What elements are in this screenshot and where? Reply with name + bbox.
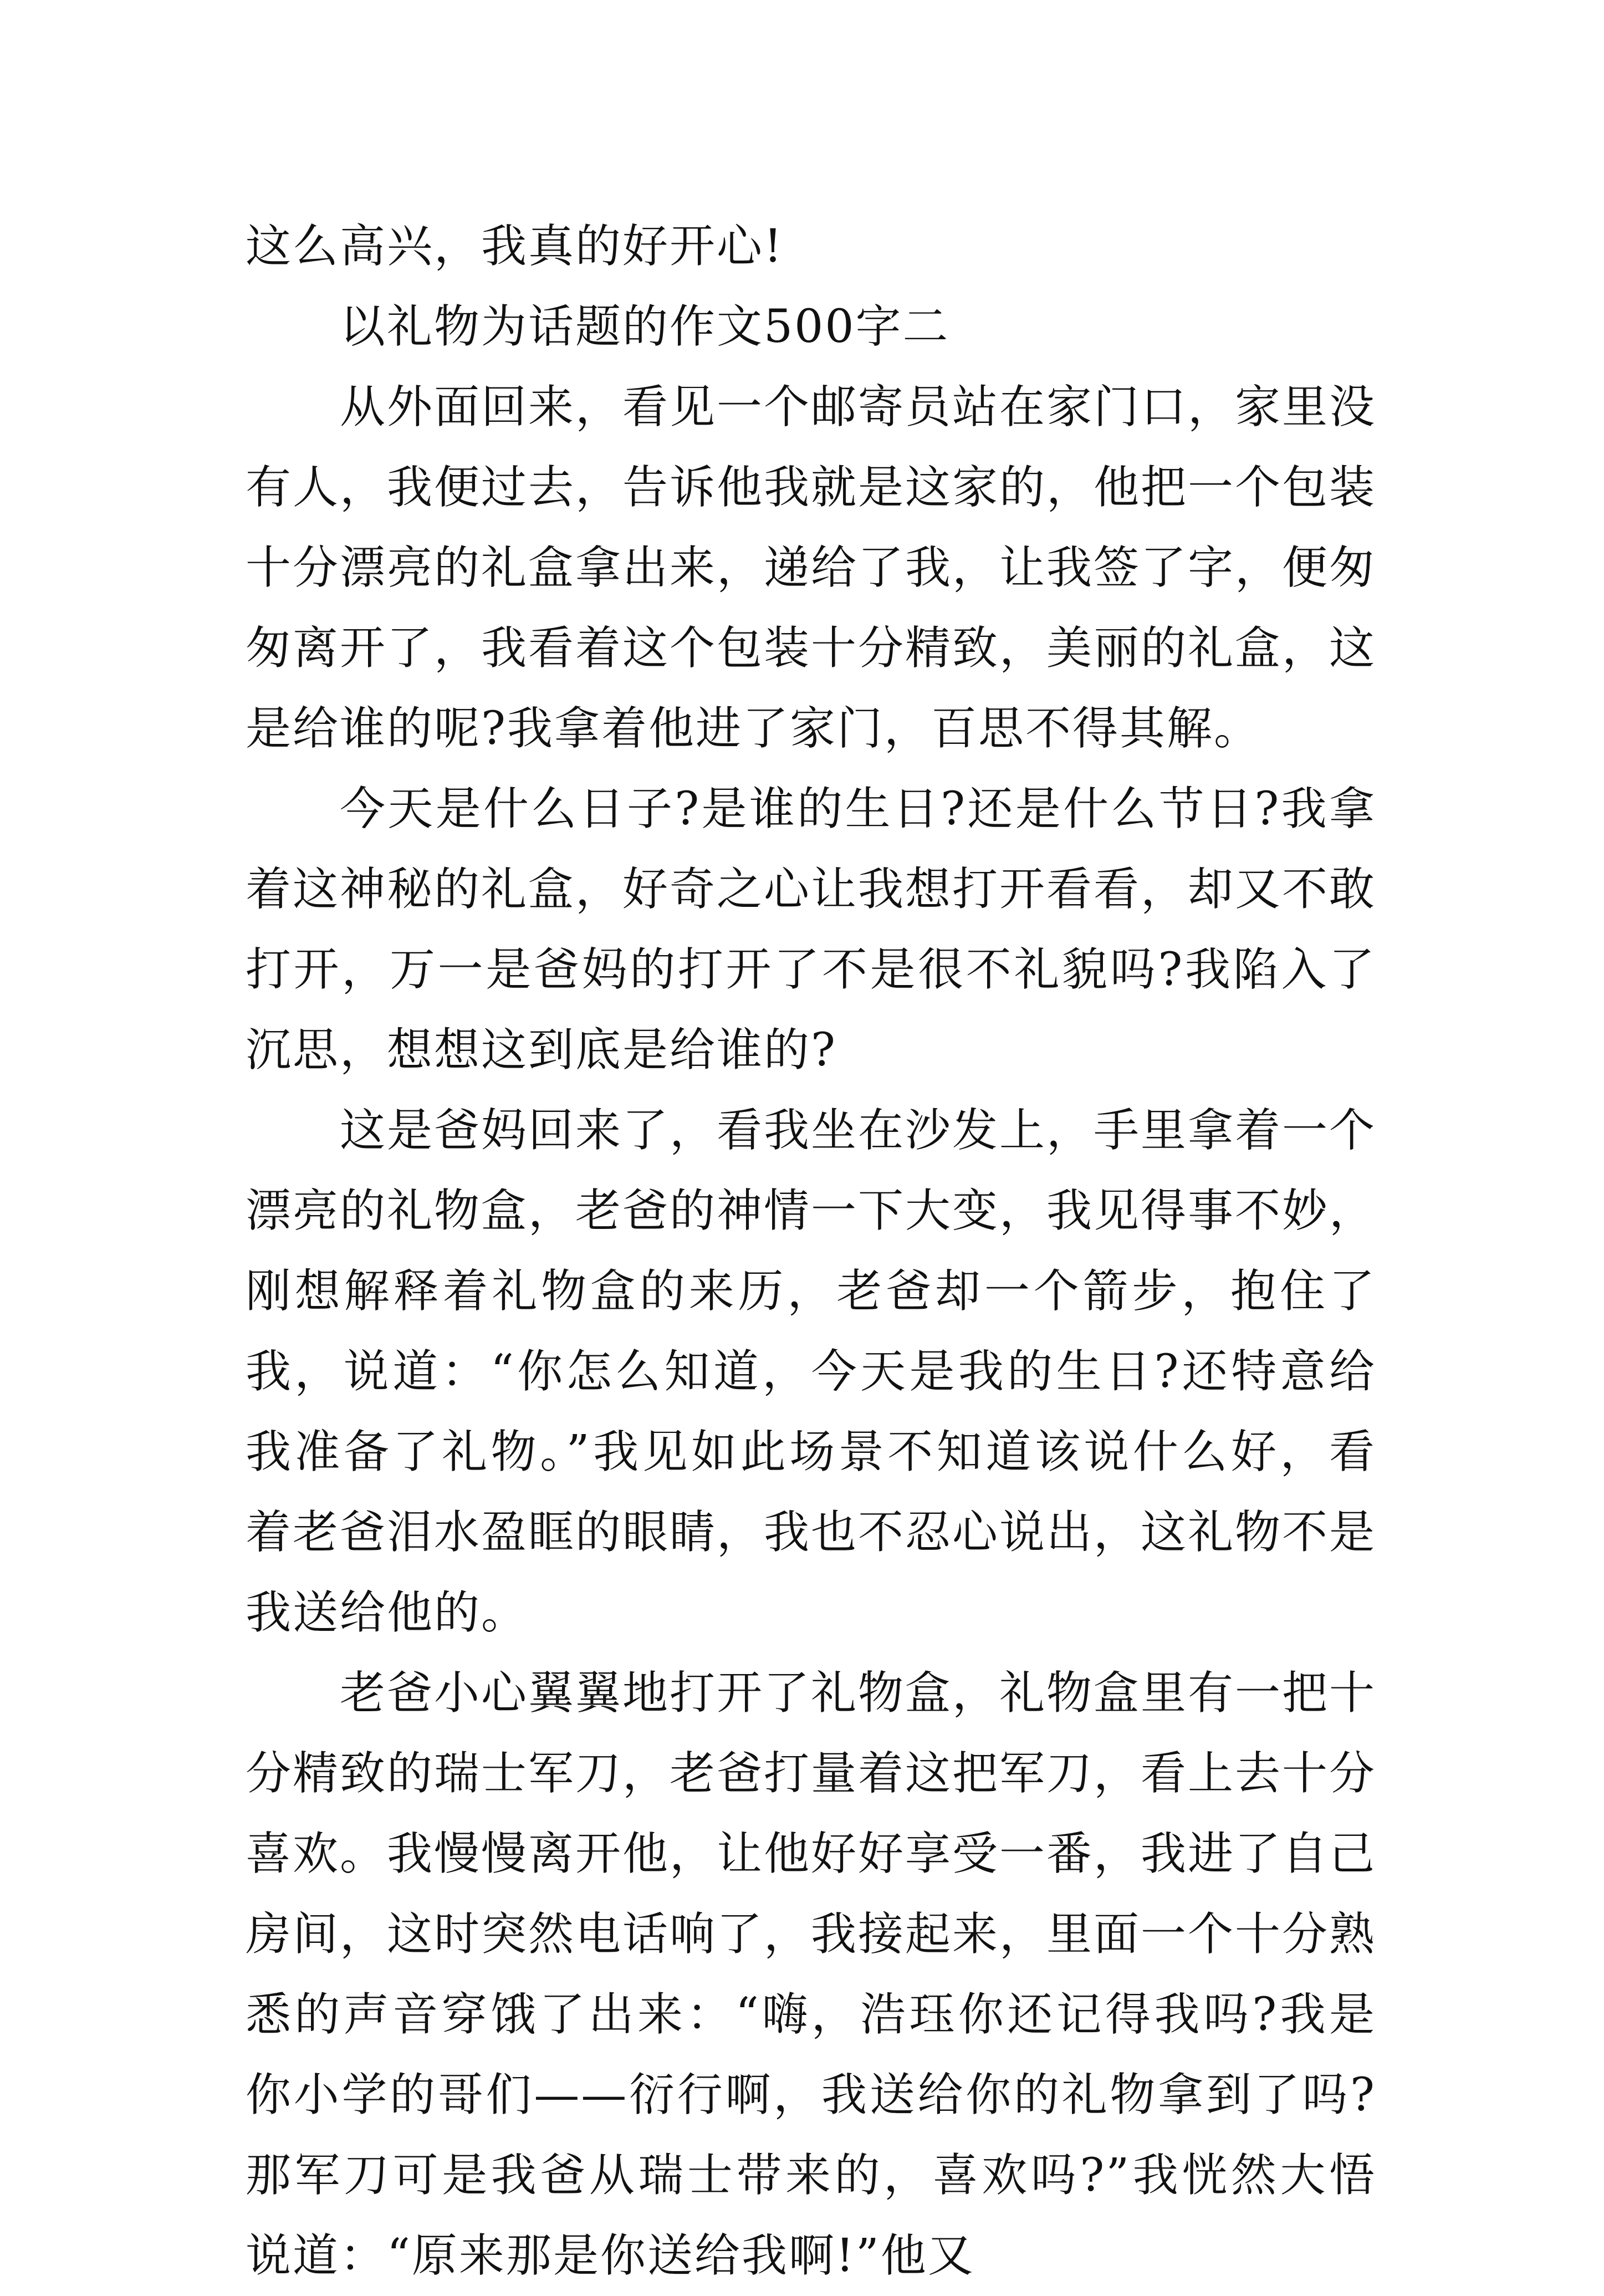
essay-title: 以礼物为话题的作文500字二 <box>340 300 950 353</box>
paragraph-continuation: 这么高兴，我真的好开心! <box>246 220 784 273</box>
paragraph-2: 今天是什么日子?是谁的生日?还是什么节日?我拿着这神秘的礼盒，好奇之心让我想打开看看，却又不敢打开，万一是爸妈的打开了不是很不礼貌吗?我陷入了沉思，想想这到底是给谁的? <box>246 783 1377 1076</box>
paragraph-1: 从外面回来，看见一个邮寄员站在家门口，家里没有人，我便过去，告诉他我就是这家的，他把一个包装十分漂亮的礼盒拿出来，递给了我，让我签了字，便匆匆离开了，我看着这个包装十分精致，美丽的礼盒，这是给谁的呢?我拿着他进了家门，百思不得其解。 <box>246 381 1377 755</box>
essay-body <box>246 206 1376 2296</box>
paragraph-4: 老爸小心翼翼地打开了礼物盒，礼物盒里有一把十分精致的瑞士军刀，老爸打量着这把军刀，看上去十分喜欢。我慢慢离开他，让他好好享受一番，我进了自己房间，这时突然电话响了，我接起来，里面一个十分熟悉的声音穿饿了出来：“嗨，浩珏你还记得我吗?我是你小学的哥们——衍行啊，我送给你的礼物拿到了吗?那军刀可是我爸从瑞士带来的，喜欢吗?”我恍然大悟说道：“原来那是你送给我啊!”他又 <box>246 1667 1377 2282</box>
paragraph-3: 这是爸妈回来了，看我坐在沙发上，手里拿着一个漂亮的礼物盒，老爸的神情一下大变，我见得事不妙，刚想解释着礼物盒的来历，老爸却一个箭步，抱住了我，说道：“你怎么知道，今天是我的生日?还特意给我准备了礼物。”我见如此场景不知道该说什么好，看着老爸泪水盈眶的眼睛，我也不忍心说出，这礼物不是我送给他的。 <box>246 1104 1377 1639</box>
